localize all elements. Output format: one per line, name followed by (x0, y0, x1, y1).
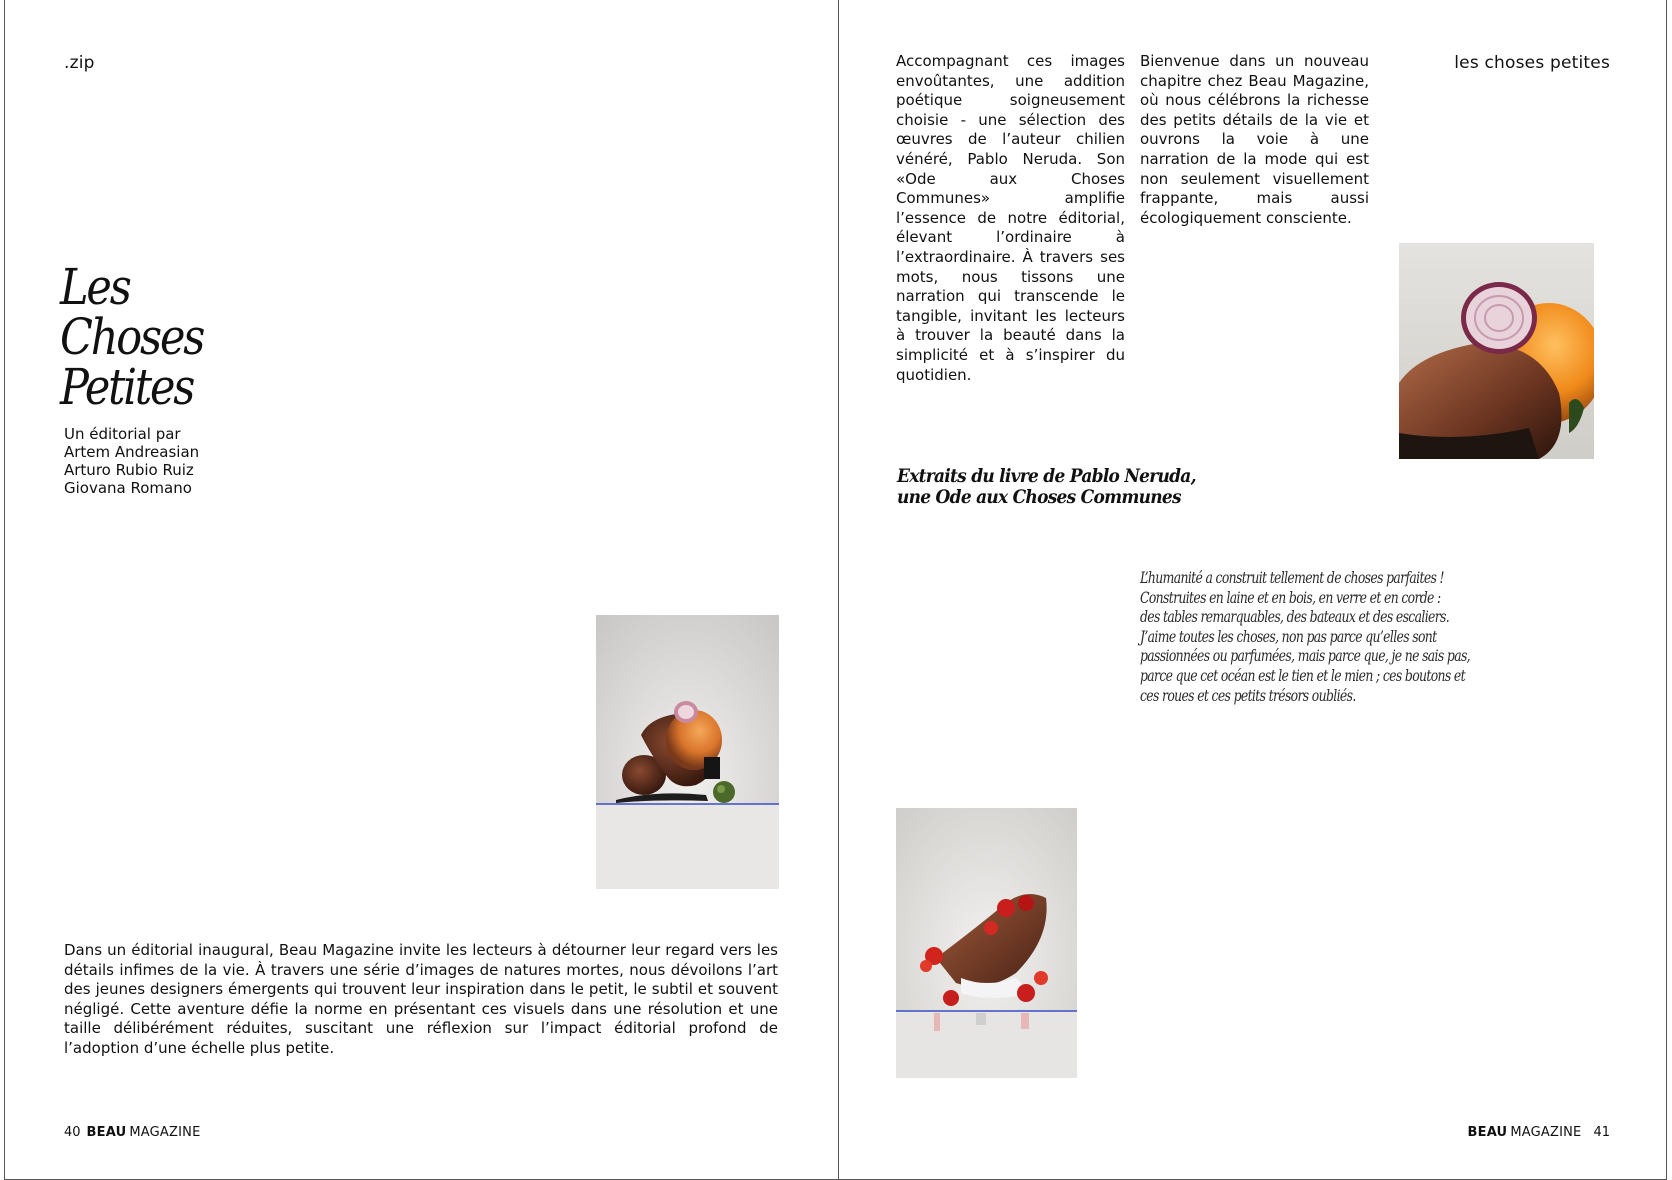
right-page-number: 41 (1593, 1125, 1610, 1140)
still-life-photo-2 (1399, 243, 1594, 459)
left-section-label: .zip (64, 53, 95, 73)
excerpt-heading-line-2: une Ode aux Choses Communes (897, 487, 1181, 508)
poem-line-5: passionnées ou parfumées, mais parce que, je ne sais pas, (1140, 647, 1470, 666)
poem-line-4: J’aime toutes les choses, non pas parce qu’elles sont (1140, 627, 1437, 646)
excerpt-heading-line-1: Extraits du livre de Pablo Neruda, (897, 466, 1196, 487)
credit-name-2: Arturo Rubio Ruiz (64, 461, 194, 479)
still-life-photo-2-art (1399, 243, 1594, 459)
title-line-2: Choses (60, 308, 204, 366)
left-page-number: 40 (64, 1125, 81, 1140)
credits-intro: Un éditorial par (64, 425, 181, 443)
still-life-photo-3-art (896, 808, 1077, 1078)
still-life-photo-1-art (596, 615, 779, 889)
intro-column-2: Bienvenue dans un nouveau chapitre chez Beau Magazine, où nous célébrons la richesse des petits détails de la vie et ouvrons la voie à une narration de la mode qui est non seulement visuellement frappante, mais aussi écologiquement consciente. (1140, 52, 1369, 227)
right-folio (1468, 1125, 1611, 1140)
right-brand-light: MAGAZINE (1510, 1125, 1582, 1140)
poem-line-2: Construites en laine et en bois, en verre et en corde : (1140, 588, 1441, 607)
neruda-poem-excerpt (1140, 569, 1476, 706)
title-line-1: Les (60, 258, 130, 316)
credit-name-3: Giovana Romano (64, 479, 192, 497)
left-folio (64, 1125, 201, 1140)
poem-line-1: L’humanité a construit tellement de choses parfaites ! (1140, 569, 1444, 587)
right-section-label: les choses petites (1454, 53, 1610, 73)
right-brand-bold: BEAU (1467, 1125, 1508, 1140)
left-brand-light: MAGAZINE (129, 1125, 201, 1140)
poem-line-6: parce que cet océan est le tien et le mien ; ces boutons et (1140, 666, 1465, 685)
poem-line-3: des tables remarquables, des bateaux et des escaliers. (1140, 608, 1450, 627)
editorial-credits (64, 425, 199, 497)
poem-line-7: ces roues et ces petits trésors oubliés. (1140, 686, 1356, 705)
still-life-photo-1 (596, 615, 779, 889)
editorial-title (60, 258, 204, 416)
title-line-3: Petites (60, 358, 194, 416)
left-brand-bold: BEAU (86, 1125, 127, 1140)
still-life-photo-3 (896, 808, 1077, 1078)
excerpt-heading (897, 466, 1196, 508)
credit-name-1: Artem Andreasian (64, 443, 200, 461)
intro-column-1: Accompagnant ces images envoûtantes, une addition poétique soigneusement choisie - une sélection des œuvres de l’auteur chilien vénéré, Pablo Neruda. Son «Ode aux Choses Communes» amplifie l’essence de notre éditorial, élevant l’ordinaire à l’extraordinaire. À travers ses mots, nous tissons une narration qui transcende le tangible, invitant les lecteurs à trouver la beauté dans la simplicité et à s’inspirer du quotidien. (896, 52, 1125, 384)
page-gutter (838, 0, 839, 1180)
intro-paragraph: Dans un éditorial inaugural, Beau Magazine invite les lecteurs à détourner leur regard vers les détails infimes de la vie. À travers une série d’images de natures mortes, nous dévoilons l’art des jeunes designers émergents qui trouvent leur inspiration dans le petit, le subtil et souvent négligé. Cette aventure défie la norme en présentant ces visuels dans une résolution et une taille délibérément réduites, suscitant une réflexion sur l’impact éditorial profond de l’adoption d’une échelle plus petite. (64, 941, 778, 1057)
